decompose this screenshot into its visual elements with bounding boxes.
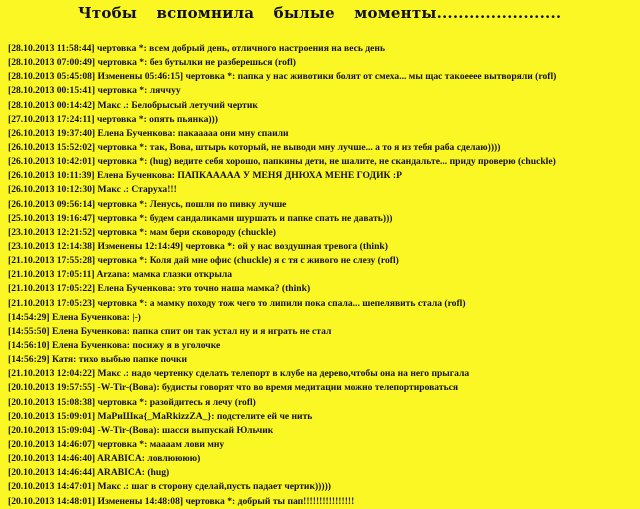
chat-message: [21.10.2013 17:05:23] чертовка *: а мамку походу тож чего то липили пока спала... шепелявить стала (rofl) [8, 297, 466, 309]
chat-message: [26.10.2013 10:12:30] Макс .: Старуха!!! [8, 184, 177, 196]
chat-message: [14:56:10] Елена Бученкова: посижу я в уголочке [8, 339, 221, 351]
chat-message: [26.10.2013 10:11:39] Елена Бученкова: ПАПКААААА У МЕНЯ ДНЮХА МЕНЕ ГОДИК :Р [8, 170, 402, 182]
chat-message: [14:55:50] Елена Бученкова: папка спит он так устал ну и я играть не стал [8, 325, 332, 337]
chat-message: [28.10.2013 05:45:08] Изменены 05:46:15] чертовка *: папка у нас животики болят от смеха... мы щас такоееее вытворяли (rofl) [8, 71, 557, 83]
chat-message: [23.10.2013 12:14:38] Изменены 12:14:49] чертовка *: ой у нас воздушная тревога (think) [8, 240, 388, 252]
chat-message: [21.10.2013 12:04:22] Макс .: надо чертенку сделать телепорт в клубе на дерево,чтобы она на него прыгала [8, 368, 470, 380]
chat-message: [25.10.2013 19:16:47] чертовка *: будем сандаликами шуршать и папке спать не давать))) [8, 212, 393, 224]
chat-message: [28.10.2013 11:58:44] чертовка *: всем добрый день, отличного настроения на весь день [8, 43, 386, 54]
chat-message: [20.10.2013 15:09:01] МаРиШка{_MaRkizzZA_}: подстелите ей че нить [8, 410, 313, 422]
chat-message: [20.10.2013 14:46:07] чертовка *: маааам лови мну [8, 438, 225, 450]
chat-message: [23.10.2013 12:21:52] чертовка *: мам бери сковороду (chuckle) [8, 226, 276, 238]
chat-message: [26.10.2013 09:56:14] чертовка *: Ленусь, пошли по пивку лучше [8, 198, 287, 210]
chat-message: [26.10.2013 19:37:40] Елена Бученкова: пакааааа они мну спаили [8, 127, 289, 139]
chat-message: [28.10.2013 00:14:42] Макс .: Белобрысый летучий чертик [8, 99, 258, 111]
chat-message: [21.10.2013 17:05:11] Arzana: мамка глазки открыла [8, 269, 233, 281]
chat-message: [14:56:29] Катя: тихо выбью папке почки [8, 354, 188, 366]
chat-message: [28.10.2013 00:15:41] чертовка *: ляччуу [8, 85, 181, 97]
chat-message: [20.10.2013 15:09:04] -W-Tir-(Вова): шасси выпускай Юльчик [8, 424, 274, 436]
chat-message: [27.10.2013 17:24:11] чертовка *: опять пьянка))) [8, 113, 218, 125]
chat-message: [28.10.2013 07:00:49] чертовка *: без бутылки не разберешься (rofl) [8, 57, 296, 69]
chat-message: [20.10.2013 14:48:01] Изменены 14:48:08] чертовка *: добрый ты пап!!!!!!!!!!!!!!!! [8, 495, 355, 507]
chat-message: [20.10.2013 14:47:01] Макс .: шаг в сторону сделай,пусть падает чертик))))) [8, 481, 331, 493]
chat-message: [20.10.2013 14:46:40] ARABICA: ловлюююю) [8, 453, 201, 465]
chat-log [8, 42, 634, 509]
page-title: Чтобы вспомнила былые моменты....................... [78, 4, 562, 22]
chat-message: [26.10.2013 10:42:01] чертовка *: (hug) ведите себя хорошо, папкины дети, не шалите, не скандальте... приду проверю (chuckle) [8, 156, 556, 168]
chat-message: [14:54:29] Елена Бученкова: |-) [8, 311, 141, 323]
chat-message: [20.10.2013 15:08:38] чертовка *: разойдитесь я лечу (rofl) [8, 396, 256, 408]
chat-message: [26.10.2013 15:52:02] чертовка *: так, Вова, штырь который, не выводи мну лучше... а то я из тебя раба сделаю)))) [8, 141, 501, 153]
chat-message: [21.10.2013 17:05:22] Елена Бученкова: это точно наша мамка? (think) [8, 283, 311, 295]
chat-message: [20.10.2013 14:46:44] ARABICA: (hug) [8, 467, 170, 479]
chat-message: [20.10.2013 19:57:55] -W-Tir-(Вова): будисты говорят что во время медитации можно телепортироваться [8, 382, 459, 394]
chat-message: [21.10.2013 17:55:28] чертовка *: Коля дай мне офис (chuckle) я с тя с живого не слезу (rofl) [8, 255, 399, 267]
